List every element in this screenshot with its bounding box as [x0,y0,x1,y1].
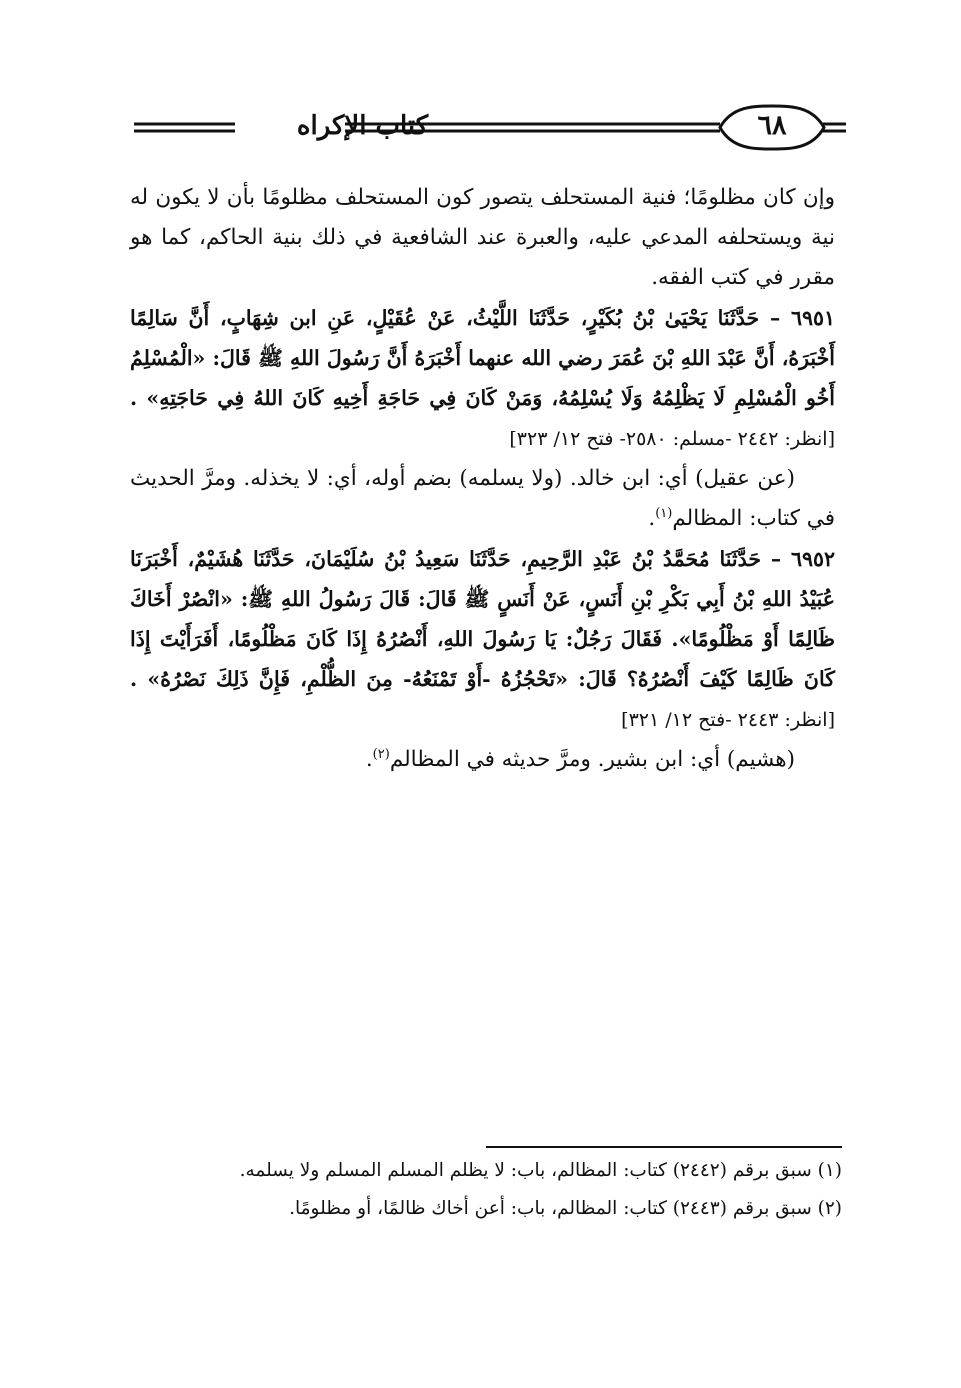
commentary-text: (عن عقيل) أي: ابن خالد. (ولا يسلمه) بضم أوله، أي: لا يخذله. ومرَّ الحديث في كتاب: المظالم [130,466,835,531]
hadith-6951 [130,298,835,459]
footnotes [130,1152,842,1228]
commentary-paragraph: (هشيم) أي: ابن بشير. ومرَّ حديثه في المظالم$^{(٢)}$. [365,746,795,772]
commentary-paragraph: (عن عقيل) أي: ابن خالد. (ولا يسلمه) بضم أوله، أي: لا يخذله. ومرَّ الحديث في كتاب: المظالم$^{(١)}$. [130,466,835,531]
footnote-divider [486,1146,842,1148]
page-header [120,100,850,156]
hadith-reference: [انظر: ٢٤٤٢ -مسلم: ٢٥٨٠- فتح ١٢/ ٣٢٣] [509,428,835,450]
footnote-marker: (٢) [372,746,390,762]
commentary-paragraph: وإن كان مظلومًا؛ فنية المستحلف يتصور كون المستحلف مظلومًا بأن لا يكون له نية ويستحلفه المدعي عليه، والعبرة عند الشافعية في ذلك بنية الحاكم، كما هو مقرر في كتب الفقه. [130,185,835,290]
footnote-2: (٢) سبق برقم (٢٤٤٣) كتاب: المظالم، باب: أعن أخاك ظالمًا، أو مظلومًا. [289,1198,842,1219]
hadith-text: ٦٩٥١ – حَدَّثَنَا يَحْيَىٰ بْنُ بُكَيْرٍ، حَدَّثَنَا اللَّيْثُ، عَنْ عُقَيْلٍ، عَنِ ابن شِهَابٍ، أَنَّ سَالِمًا أَخْبَرَهُ، أَنَّ عَبْدَ اللهِ بْنَ عُمَرَ رضي الله عنهما أَخْبَرَهُ أَنَّ رَسُولَ اللهِ ﷺ قَالَ: «الْمُسْلِمُ أَخُو الْمُسْلِمِ لَا يَظْلِمُهُ وَلَا يُسْلِمُهُ، وَمَنْ كَانَ فِي حَاجَةِ أَخِيهِ كَانَ اللهُ فِي حَاجَتِهِ» . [130,306,835,410]
hadith-6952 [130,539,835,740]
footnote-1: (١) سبق برقم (٢٤٤٢) كتاب: المظالم، باب: لا يظلم المسلم المسلم ولا يسلمه. [239,1160,842,1181]
hadith-text: ٦٩٥٢ – حَدَّثَنَا مُحَمَّدُ بْنُ عَبْدِ الرَّحِيمِ، حَدَّثَنَا سَعِيدُ بْنُ سُلَيْمَانَ، حَدَّثَنَا هُشَيْمٌ، أَخْبَرَنَا عُبَيْدُ اللهِ بْنُ أَبِي بَكْرِ بْنِ أَنَسٍ، عَنْ أَنَسٍ ﷺ قَالَ: قَالَ رَسُولُ اللهِ ﷺ: «انْصُرْ أَخَاكَ ظَالِمًا أَوْ مَظْلُومًا». فَقَالَ رَجُلٌ: يَا رَسُولَ اللهِ، أَنْصُرُهُ إِذَا كَانَ مَظْلُومًا، أَفَرَأَيْتَ إِذَا كَانَ ظَالِمًا كَيْفَ أَنْصُرُهُ؟ قَالَ: «تَحْجُزُهُ -أَوْ تَمْنَعُهُ- مِنَ الظُّلْمِ، فَإِنَّ ذَلِكَ نَصْرُهُ» . [130,547,835,691]
page-number: ٦٨ [757,110,787,141]
commentary-text: (هشيم) أي: ابن بشير. ومرَّ حديثه في المظالم [389,747,795,772]
hadith-reference: [انظر: ٢٤٤٣ -فتح ١٢/ ٣٢١] [621,709,835,731]
footnote-marker: (١) [655,505,673,521]
chapter-title: كتاب الإكراه [296,111,429,141]
main-text [130,178,835,780]
